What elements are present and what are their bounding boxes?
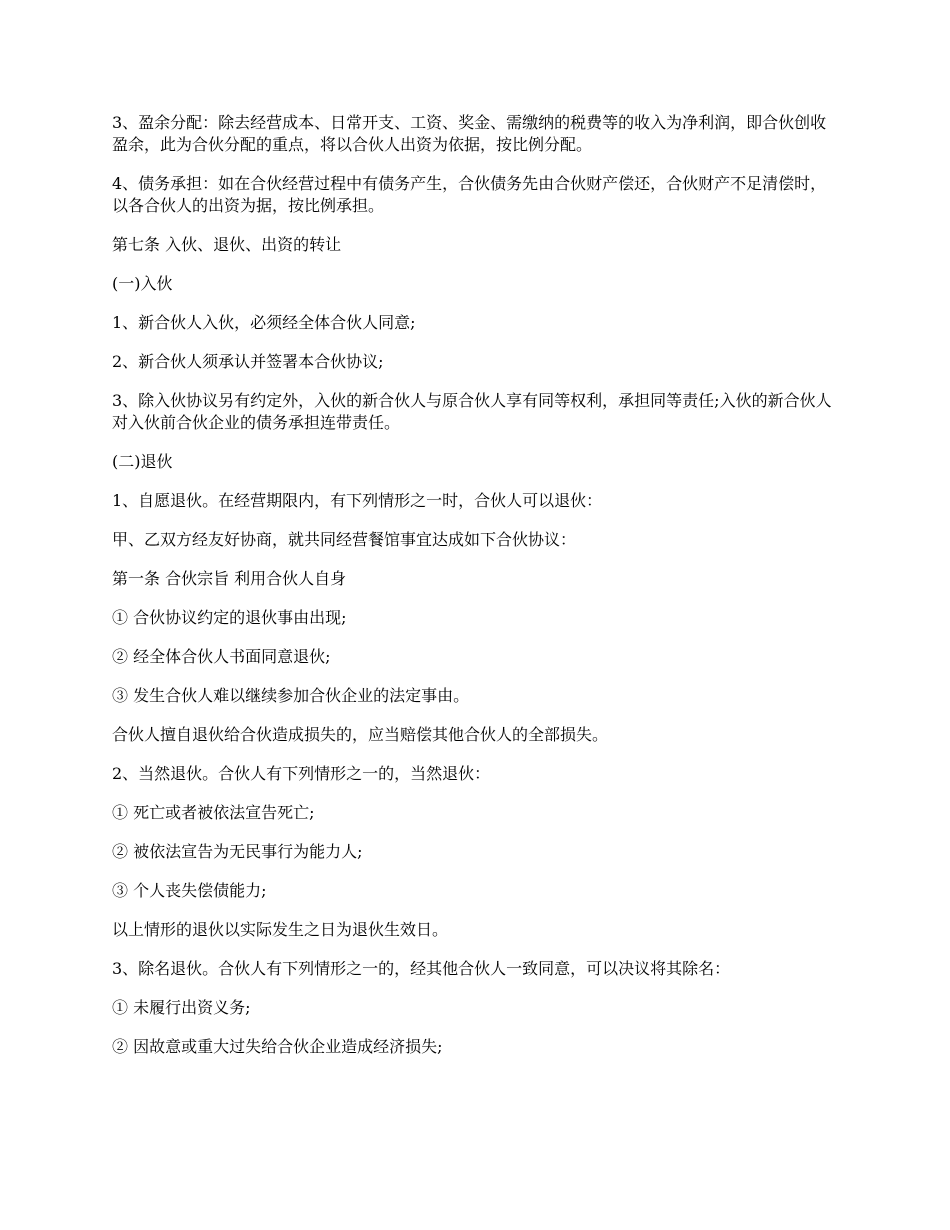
list-item: ② 经全体合伙人书面同意退伙; <box>112 647 331 666</box>
list-item: ③ 发生合伙人难以继续参加合伙企业的法定事由。 <box>112 686 470 705</box>
list-item: ② 因故意或重大过失给合伙企业造成经济损失; <box>112 1037 443 1056</box>
paragraph-effective-date: 以上情形的退伙以实际发生之日为退伙生效日。 <box>112 920 449 939</box>
list-item: ② 被依法宣告为无民事行为能力人; <box>112 842 363 861</box>
paragraph-debt-liability: 4、债务承担：如在合伙经营过程中有债务产生，合伙债务先由合伙财产偿还，合伙财产不足清偿时，以各合伙人的出资为据，按比例承担。 <box>112 174 827 215</box>
list-item: 3、除名退伙。合伙人有下列情形之一的，经其他合伙人一致同意，可以决议将其除名： <box>112 959 731 978</box>
list-item: ① 未履行出资义务; <box>112 998 251 1017</box>
subheading-joining: (一)入伙 <box>112 274 173 293</box>
paragraph-surplus-distribution: 3、盈余分配：除去经营成本、日常开支、工资、奖金、需缴纳的税费等的收入为净利润，即合伙创收盈余，此为合伙分配的重点，将以合伙人出资为依据，按比例分配。 <box>112 113 827 154</box>
list-item: 2、当然退伙。合伙人有下列情形之一的，当然退伙： <box>112 764 491 783</box>
section-heading-article-1: 第一条 合伙宗旨 利用合伙人自身 <box>112 569 347 588</box>
list-item: 1、自愿退伙。在经营期限内，有下列情形之一时，合伙人可以退伙： <box>112 491 603 510</box>
list-item: ① 死亡或者被依法宣告死亡; <box>112 803 315 822</box>
list-item: ① 合伙协议约定的退伙事由出现; <box>112 608 347 627</box>
document-page <box>112 112 840 1075</box>
list-item: 1、新合伙人入伙，必须经全体合伙人同意; <box>112 313 416 332</box>
paragraph-agreement-intro: 甲、乙双方经友好协商，就共同经营餐馆事宜达成如下合伙协议： <box>112 530 577 549</box>
subheading-withdrawal: (二)退伙 <box>112 452 173 471</box>
list-item: 2、新合伙人须承认并签署本合伙协议; <box>112 352 384 371</box>
list-item: 3、除入伙协议另有约定外，入伙的新合伙人与原合伙人享有同等权利，承担同等责任;入伙的新合伙人对入伙前合伙企业的债务承担连带责任。 <box>112 391 832 432</box>
section-heading-article-7: 第七条 入伙、退伙、出资的转让 <box>112 235 342 254</box>
paragraph-unauthorized-withdrawal: 合伙人擅自退伙给合伙造成损失的，应当赔偿其他合伙人的全部损失。 <box>112 725 609 744</box>
list-item: ③ 个人丧失偿债能力; <box>112 881 267 900</box>
